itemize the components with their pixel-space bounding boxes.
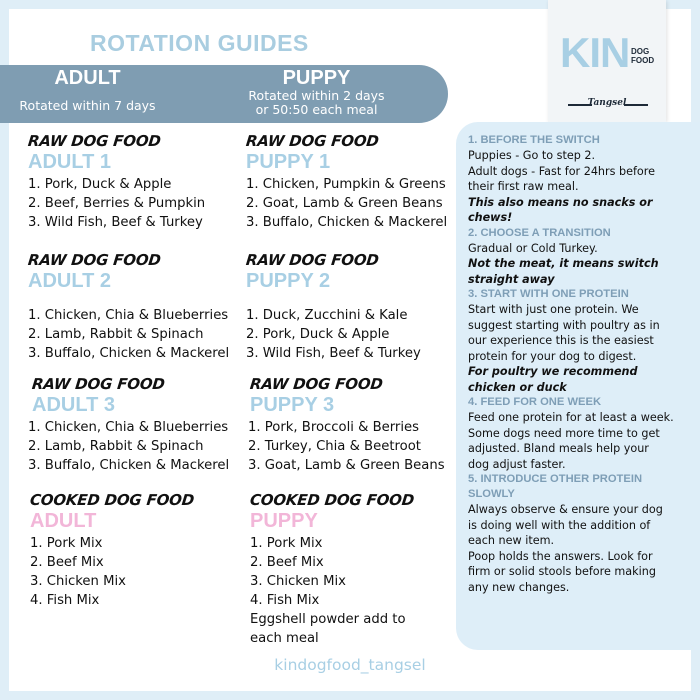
section-items bbox=[246, 175, 447, 232]
logo-wordmark: KIN bbox=[560, 29, 630, 76]
section-items bbox=[246, 306, 421, 363]
list-item: each meal bbox=[250, 631, 319, 646]
step-text: their first raw meal. bbox=[468, 180, 579, 193]
step-emphasis: Not the meat, it means switch bbox=[468, 257, 659, 270]
section-items bbox=[250, 534, 414, 648]
step-heading: SLOWLY bbox=[468, 488, 515, 500]
section-label: RAW DOG FOOD bbox=[245, 251, 380, 269]
step-heading: 2. CHOOSE A TRANSITION bbox=[468, 226, 611, 239]
list-item: 1. Chicken, Pumpkin & Greens bbox=[246, 177, 446, 192]
banner-puppy-sub-1: Rotated within 2 days bbox=[248, 88, 385, 103]
step-text: Poop holds the answers. Look for bbox=[468, 549, 653, 563]
list-item: 3. Buffalo, Chicken & Mackerel bbox=[28, 346, 230, 361]
logo-tagline: Tangsel bbox=[587, 98, 627, 108]
section-label: RAW DOG FOOD bbox=[245, 132, 380, 150]
list-item: 3. Wild Fish, Beef & Turkey bbox=[246, 346, 421, 361]
step-emphasis: chews! bbox=[468, 211, 513, 224]
section-name: ADULT 1 bbox=[28, 151, 111, 173]
step-1 bbox=[468, 133, 696, 226]
step-text: Some dogs need more time to get bbox=[468, 426, 660, 440]
brand-logo bbox=[548, 0, 666, 122]
section-name: ADULT 2 bbox=[28, 270, 111, 292]
section-name: PUPPY 2 bbox=[246, 270, 331, 292]
list-item: 1. Pork Mix bbox=[30, 536, 103, 551]
section-name: PUPPY 3 bbox=[250, 394, 335, 416]
section-label: RAW DOG FOOD bbox=[249, 375, 384, 393]
section-items bbox=[28, 175, 205, 232]
step-emphasis: straight away bbox=[468, 272, 555, 286]
section-puppy-2 bbox=[246, 250, 421, 363]
section-adult-1 bbox=[28, 131, 205, 232]
banner-puppy bbox=[228, 65, 405, 117]
step-text: is doing well with the addition of bbox=[468, 518, 651, 532]
section-name: PUPPY 1 bbox=[246, 151, 331, 173]
banner-puppy-sub-2: or 50:50 each meal bbox=[255, 102, 378, 117]
step-text: our experience this is the easiest bbox=[468, 334, 654, 347]
section-puppy-3 bbox=[250, 374, 445, 475]
list-item: 3. Chicken Mix bbox=[30, 574, 126, 589]
list-item: 1. Chicken, Chia & Blueberries bbox=[28, 420, 229, 435]
step-text: Puppies - Go to step 2. bbox=[468, 149, 596, 162]
instructions-panel bbox=[456, 122, 700, 650]
list-item: 2. Lamb, Rabbit & Spinach bbox=[28, 439, 204, 454]
list-item: 3. Buffalo, Chicken & Mackerel bbox=[246, 215, 448, 230]
section-items bbox=[28, 306, 229, 363]
list-item: 4. Fish Mix bbox=[250, 593, 320, 608]
step-heading: 5. INTRODUCE OTHER PROTEIN bbox=[468, 473, 643, 485]
list-item: 4. Fish Mix bbox=[30, 593, 100, 608]
step-text: Adult dogs - Fast for 24hrs before bbox=[468, 164, 656, 178]
section-name: ADULT 3 bbox=[32, 394, 115, 416]
banner-adult bbox=[0, 65, 175, 113]
list-item: 2. Beef, Berries & Pumpkin bbox=[28, 196, 206, 211]
section-name: PUPPY bbox=[250, 510, 318, 532]
steps-list bbox=[468, 133, 696, 595]
list-item: 2. Goat, Lamb & Green Beans bbox=[246, 196, 443, 211]
list-item: Eggshell powder add to bbox=[250, 612, 406, 627]
section-label: RAW DOG FOOD bbox=[27, 132, 162, 150]
section-items bbox=[28, 418, 229, 475]
logo-food: FOOD bbox=[631, 56, 655, 65]
section-label: COOKED DOG FOOD bbox=[249, 491, 415, 509]
section-name: ADULT bbox=[30, 510, 97, 532]
list-item: 2. Turkey, Chia & Beetroot bbox=[248, 439, 421, 454]
section-label: RAW DOG FOOD bbox=[27, 251, 162, 269]
list-item: 2. Lamb, Rabbit & Spinach bbox=[28, 327, 204, 342]
step-text: firm or solid stools before making bbox=[468, 565, 656, 578]
step-emphasis: chicken or duck bbox=[468, 380, 567, 394]
step-3 bbox=[468, 287, 696, 395]
banner-puppy-heading: PUPPY bbox=[282, 67, 351, 89]
list-item: 1. Duck, Zucchini & Kale bbox=[246, 308, 408, 323]
banner-adult-sub: Rotated within 7 days bbox=[19, 98, 156, 113]
logo-dog: DOG bbox=[631, 47, 650, 56]
step-text: any new changes. bbox=[468, 580, 570, 594]
list-item: 3. Chicken Mix bbox=[250, 574, 346, 589]
section-puppy-1 bbox=[246, 131, 447, 232]
section-adult-3 bbox=[28, 374, 230, 475]
step-text: adjusted. Bland meals help your bbox=[468, 442, 649, 455]
section-puppy-cooked bbox=[250, 490, 414, 648]
social-handle: kindogfood_tangsel bbox=[274, 656, 426, 674]
section-adult-2 bbox=[28, 250, 229, 363]
step-5 bbox=[468, 472, 696, 595]
section-label: RAW DOG FOOD bbox=[31, 375, 166, 393]
step-4 bbox=[468, 395, 696, 472]
step-text: Feed one protein for at least a week. bbox=[468, 411, 674, 424]
section-label: COOKED DOG FOOD bbox=[29, 491, 195, 509]
list-item: 3. Goat, Lamb & Green Beans bbox=[248, 458, 445, 473]
banner-adult-heading: ADULT bbox=[54, 67, 121, 89]
step-emphasis: For poultry we recommend bbox=[468, 365, 638, 378]
list-item: 2. Pork, Duck & Apple bbox=[246, 327, 390, 342]
step-text: Start with just one protein. We bbox=[468, 303, 639, 316]
step-text: Gradual or Cold Turkey. bbox=[468, 241, 598, 255]
section-items bbox=[248, 418, 445, 475]
list-item: 3. Wild Fish, Beef & Turkey bbox=[28, 215, 203, 230]
step-heading: 1. BEFORE THE SWITCH bbox=[468, 134, 600, 146]
section-adult-cooked bbox=[30, 490, 194, 610]
list-item: 1. Chicken, Chia & Blueberries bbox=[28, 308, 229, 323]
list-item: 1. Pork Mix bbox=[250, 536, 323, 551]
step-heading: 3. START WITH ONE PROTEIN bbox=[468, 288, 629, 300]
list-item: 1. Pork, Broccoli & Berries bbox=[248, 420, 419, 435]
list-item: 3. Buffalo, Chicken & Mackerel bbox=[28, 458, 230, 473]
step-2 bbox=[468, 226, 696, 288]
step-text: protein for your dog to digest. bbox=[468, 349, 637, 363]
step-text: Always observe & ensure your dog bbox=[468, 503, 663, 516]
step-heading: 4. FEED FOR ONE WEEK bbox=[468, 396, 602, 408]
list-item: 1. Pork, Duck & Apple bbox=[28, 177, 172, 192]
step-emphasis: This also means no snacks or bbox=[468, 195, 653, 209]
page-title: ROTATION GUIDES bbox=[90, 30, 309, 56]
list-item: 2. Beef Mix bbox=[30, 555, 104, 570]
list-item: 2. Beef Mix bbox=[250, 555, 324, 570]
step-text: each new item. bbox=[468, 534, 555, 547]
section-items bbox=[30, 534, 194, 610]
step-text: dog adjust faster. bbox=[468, 457, 566, 471]
step-text: suggest starting with poultry as in bbox=[468, 318, 660, 332]
